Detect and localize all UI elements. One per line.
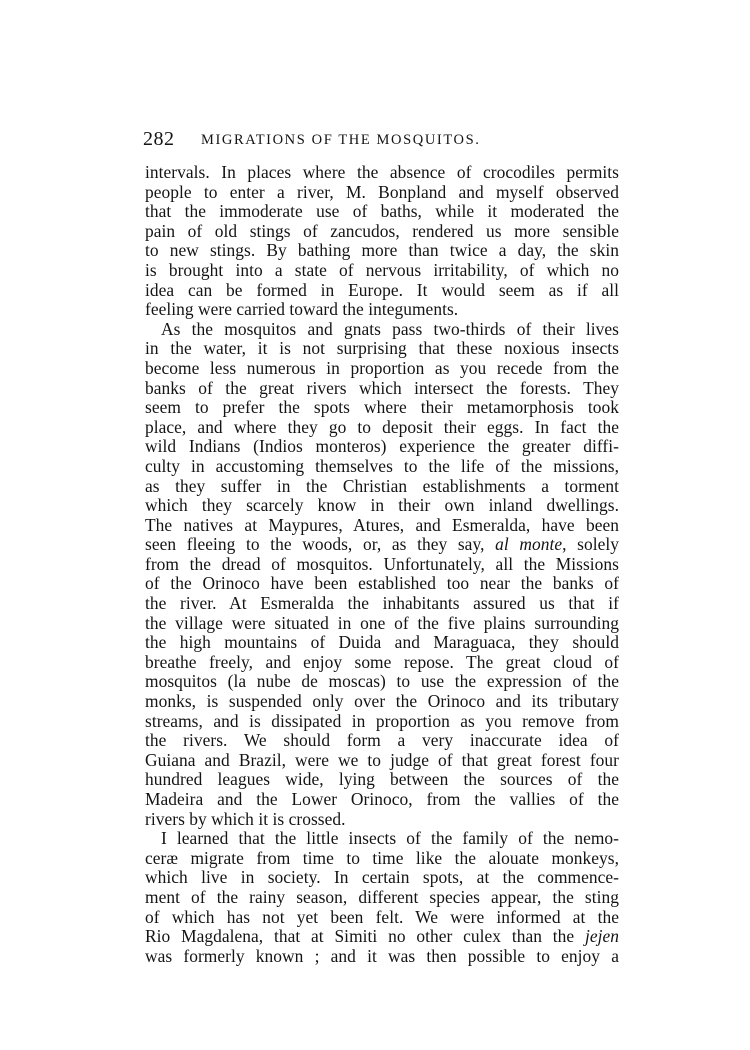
text-line: streams, and is dissipated in proportion as you remove from (145, 710, 619, 731)
text-line: monks, is suspended only over the Orinoco and its tributary (145, 691, 619, 712)
italic-phrase: al monte (495, 534, 563, 555)
text-line: that the immoderate use of baths, while it moderated the (145, 201, 619, 222)
page-header (143, 128, 619, 152)
text-line: become less numerous in proportion as you recede from the (145, 357, 619, 378)
page-number: 282 (143, 128, 175, 150)
text-line: seem to prefer the spots where their metamorphosis took (145, 397, 619, 418)
text-line: breathe freely, and enjoy some repose. The great cloud of (145, 651, 619, 672)
paragraph-end-line: feeling were carried toward the integuments. (145, 299, 459, 320)
text-line: banks of the great rivers which intersect the forests. They (145, 377, 619, 398)
text-line: which they scarcely know in their own inland dwellings. (145, 495, 619, 516)
text-line: hundred leagues wide, lying between the sources of the (145, 769, 619, 790)
text-line: the high mountains of Duida and Maraguaca, they should (145, 632, 619, 653)
running-head: MIGRATIONS OF THE MOSQUITOS. (201, 132, 481, 148)
text-line-with-italic (145, 927, 619, 947)
paragraph-start-line: As the mosquitos and gnats pass two-thirds of their lives (161, 318, 619, 339)
text-line: people to enter a river, M. Bonpland and myself observed (145, 181, 619, 202)
text-line: pain of old stings of zancudos, rendered us more sensible (145, 220, 619, 241)
text-line: The natives at Maypures, Atures, and Esmeralda, have been (145, 514, 619, 535)
text-line: the village were situated in one of the five plains surrounding (145, 612, 619, 633)
text-line: the river. At Esmeralda the inhabitants assured us that if (145, 593, 619, 614)
italic-word: jejen (584, 926, 619, 947)
text-line: the rivers. We should form a very inaccurate idea of (145, 730, 619, 751)
text-line: ceræ migrate from time to time like the alouate monkeys, (145, 847, 619, 868)
text-line: which live in society. In certain spots, at the commence- (145, 867, 619, 888)
text-line: to new stings. By bathing more than twice a day, the skin (145, 240, 619, 261)
text-line: Guiana and Brazil, were we to judge of that great forest four (145, 749, 619, 770)
text-line-with-italic (145, 535, 619, 555)
text-line: in the water, it is not surprising that these noxious insects (145, 338, 619, 359)
text-line: wild Indians (Indios monteros) experience the greater diffi- (145, 436, 619, 457)
text-segment: Rio Magdalena, that at Simiti no other culex than the (145, 926, 575, 947)
text-segment: seen fleeing to the woods, or, as they say, (145, 534, 485, 555)
body-text (145, 163, 619, 966)
text-line: place, and where they go to deposit their eggs. In fact the (145, 416, 619, 437)
text-line: Madeira and the Lower Orinoco, from the vallies of the (145, 789, 619, 809)
text-segment: , solely (562, 534, 619, 555)
text-line: culty in accustoming themselves to the life of the missions, (145, 455, 619, 476)
text-line: of which has not yet been felt. We were informed at the (145, 906, 619, 927)
text-line: intervals. In places where the absence of crocodiles permits (145, 162, 619, 182)
text-line: was formerly known ; and it was then possible to enjoy a (145, 945, 619, 966)
text-line: of the Orinoco have been established too near the banks of (145, 573, 619, 594)
text-line: from the dread of mosquitos. Unfortunately, all the Missions (145, 553, 619, 574)
text-line: ment of the rainy season, different species appear, the sting (145, 886, 619, 907)
paragraph-end-line: rivers by which it is crossed. (145, 808, 346, 829)
paragraph-start-line: I learned that the little insects of the family of the nemo- (161, 828, 619, 849)
text-line: as they suffer in the Christian establishments a torment (145, 475, 619, 496)
text-line: mosquitos (la nube de moscas) to use the expression of the (145, 671, 619, 692)
text-line: idea can be formed in Europe. It would seem as if all (145, 279, 619, 300)
text-line: is brought into a state of nervous irritability, of which no (145, 259, 619, 280)
